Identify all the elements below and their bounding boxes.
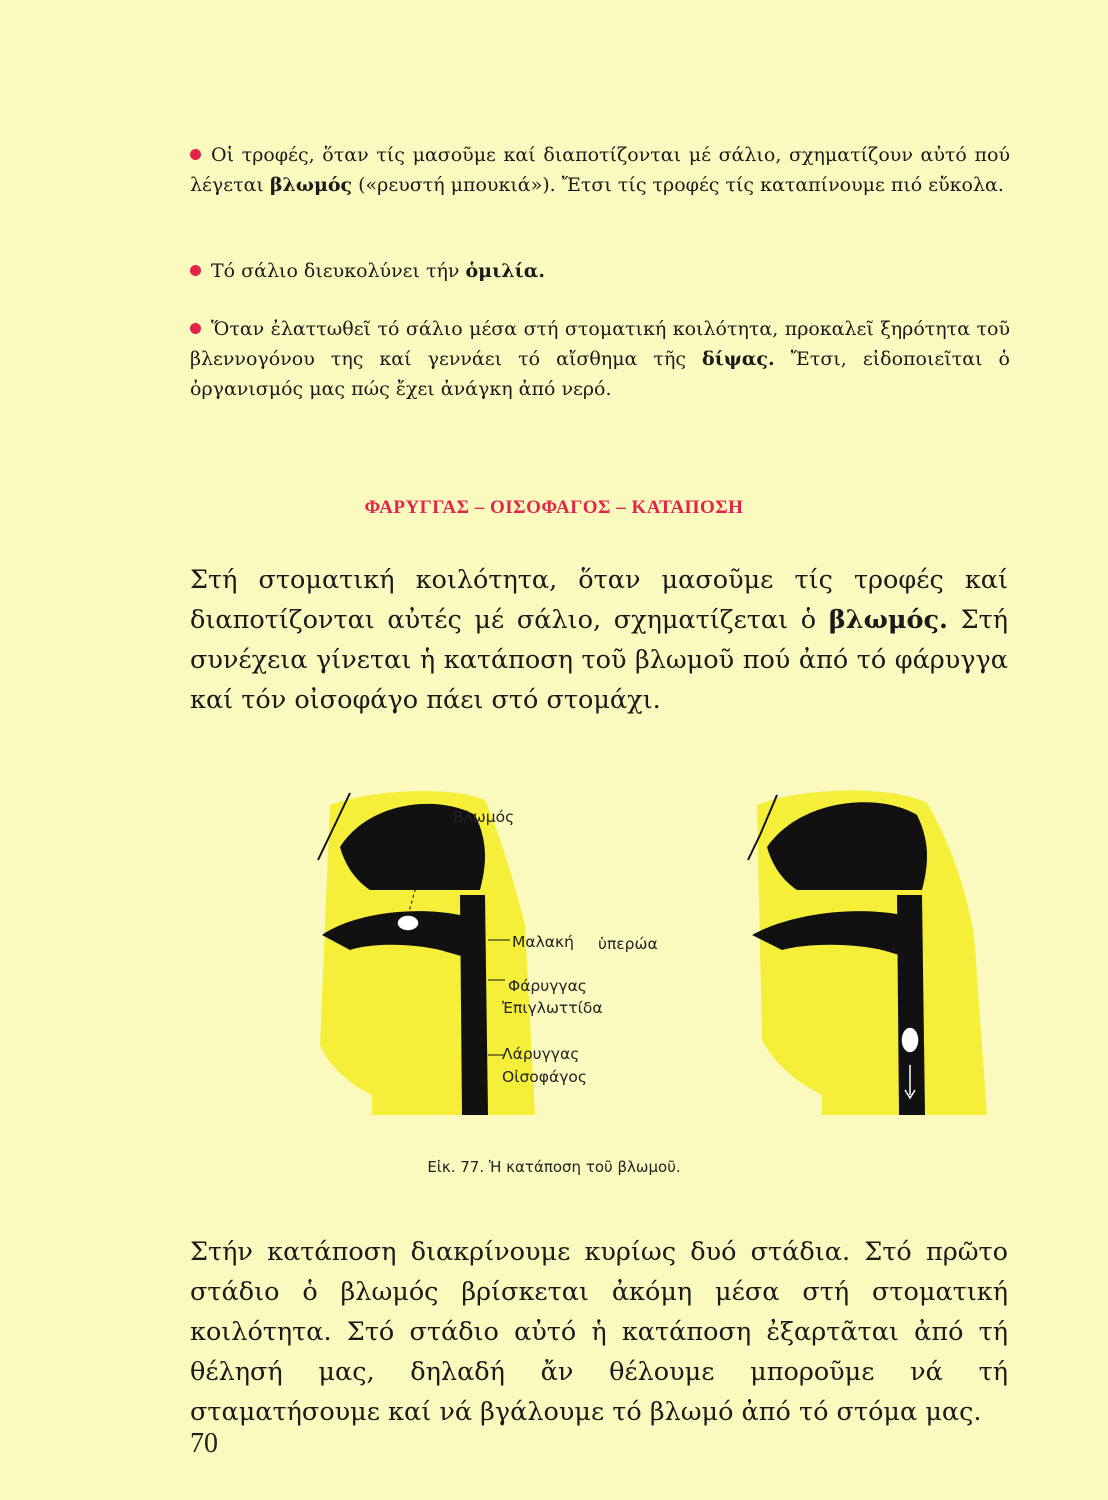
section-heading: ΦΑΡΥΓΓΑΣ – ΟΙΣΟΦΑΓΟΣ – ΚΑΤΑΠΟΣΗ: [364, 497, 744, 518]
label-soft-palate: Μαλακή: [512, 933, 574, 951]
bullet-dot: [190, 323, 201, 334]
bullet-paragraph-speech: Τό σάλιο διευκολύνει τήν ὁμιλία.: [190, 256, 1010, 286]
swallowing-diagram-stage-2: [742, 775, 1002, 1115]
label-esophagus: Οἰσοφάγος: [502, 1068, 587, 1086]
bullet-paragraph-thirst: Ὅταν ἐλαττωθεῖ τό σάλιο μέσα στή στοματική κοιλότητα, προκαλεῖ ξηρότητα τοῦ βλεννογόνου της καί γεννάει τό αἴσθημα τῆς δίψας. Ἔτσι, εἰδοποιεῖται ὁ ὀργανισμός μας πώς ἔχει ἀνάγκη ἀπό νερό.: [190, 318, 1010, 400]
figure-caption: Εἰκ. 77. Ἡ κατάποση τοῦ βλωμοῦ.: [427, 1158, 681, 1176]
page-number: 70: [190, 1428, 218, 1459]
bolus-shape: [901, 1027, 919, 1053]
bolus-shape: [397, 915, 419, 931]
label-soft-palate-2: ὑπερώα: [598, 935, 658, 953]
label-larynx: Λάρυγγας: [502, 1045, 580, 1063]
intro-paragraph: Στή στοματική κοιλότητα, ὅταν μασοῦμε τίς τροφές καί διαποτίζονται αὐτές μέ σάλιο, σχηματίζεται ὁ βλωμός. Στή συνέχεια γίνεται ἡ κατάποση τοῦ βλωμοῦ πού ἀπό τό φάρυγγα καί τόν οἰσοφάγο πάει στό στομάχι.: [190, 565, 1008, 715]
label-pharynx: Φάρυγγας: [508, 977, 587, 995]
pharynx-column: [460, 895, 488, 1115]
label-epiglottis: Ἐπιγλωττίδα: [502, 999, 603, 1017]
pharynx-column: [897, 895, 925, 1115]
bullet-dot: [190, 265, 201, 276]
outro-paragraph: Στήν κατάποση διακρίνουμε κυρίως δυό στάδια. Στό πρῶτο στάδιο ὁ βλωμός βρίσκεται ἀκόμη μέσα στή στοματική κοιλότητα. Στό στάδιο αὐτό ἡ κατάποση ἐξαρτᾶται ἀπό τή θέλησή μας, δηλαδή ἄν θέλουμε μποροῦμε νά τή σταματήσουμε καί νά βγάλουμε τό βλωμό ἀπό τό στόμα μας.: [190, 1237, 1008, 1427]
label-bolus: Βλωμός: [453, 808, 515, 826]
bullet-paragraph-bolus: Οἱ τροφές, ὅταν τίς μασοῦμε καί διαποτίζονται μέ σάλιο, σχηματίζουν αὐτό πού λέγεται βλωμός («ρευστή μπουκιά»). Ἔτσι τίς τροφές τίς καταπίνουμε πιό εὔκολα.: [190, 144, 1010, 196]
bullet-dot: [190, 149, 201, 160]
